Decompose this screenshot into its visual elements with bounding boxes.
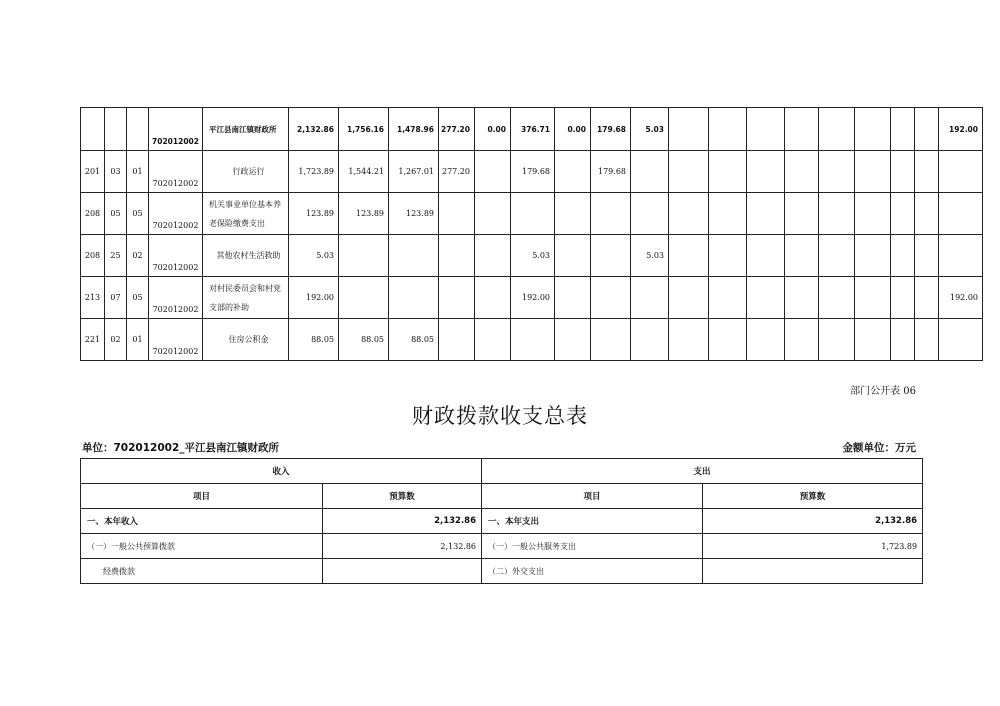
item-code-cell: 01 xyxy=(127,319,149,361)
amount-cell xyxy=(511,193,555,235)
item-name-cell: 行政运行 xyxy=(203,151,289,193)
unit-label: 单位：702012002_平江县南江镇财政所 xyxy=(82,442,280,454)
amount-cell: 5.03 xyxy=(511,235,555,277)
expense-item-cell: （一）一般公共服务支出 xyxy=(482,534,703,559)
amount-cell xyxy=(747,193,785,235)
amount-cell xyxy=(555,151,591,193)
amount-cell: 277.20 xyxy=(439,151,475,193)
table-row xyxy=(81,509,923,534)
amount-cell xyxy=(439,193,475,235)
expense-value-cell: 2,132.86 xyxy=(703,509,923,534)
amount-cell xyxy=(747,108,785,151)
amount-cell xyxy=(631,193,669,235)
class-code-cell: 213 xyxy=(81,277,105,319)
table-row xyxy=(81,193,983,235)
item-code-cell: 02 xyxy=(127,235,149,277)
amount-cell xyxy=(555,235,591,277)
amount-cell xyxy=(747,319,785,361)
item-code-cell: 05 xyxy=(127,193,149,235)
amount-cell xyxy=(475,235,511,277)
item-name-cell: 机关事业单位基本养老保险缴费支出 xyxy=(203,193,289,235)
amount-cell xyxy=(891,235,915,277)
section-code-cell: 02 xyxy=(105,319,127,361)
class-code-cell: 208 xyxy=(81,235,105,277)
amount-cell xyxy=(709,277,747,319)
amount-cell xyxy=(819,319,855,361)
class-code-cell: 208 xyxy=(81,193,105,235)
unit-code-cell: 702012002 xyxy=(149,319,203,361)
expense-item-header: 项目 xyxy=(482,484,703,509)
amount-cell xyxy=(709,319,747,361)
expense-item-cell: 一、本年支出 xyxy=(482,509,703,534)
amount-cell xyxy=(855,151,891,193)
amount-cell xyxy=(785,235,819,277)
amount-cell: 88.05 xyxy=(289,319,339,361)
class-code-cell: 201 xyxy=(81,151,105,193)
amount-cell xyxy=(891,277,915,319)
amount-cell xyxy=(747,235,785,277)
amount-cell: 88.05 xyxy=(339,319,389,361)
section-code-cell: 03 xyxy=(105,151,127,193)
amount-cell xyxy=(669,319,709,361)
amount-cell: 5.03 xyxy=(631,235,669,277)
item-name-cell: 对村民委员会和村党支部的补助 xyxy=(203,277,289,319)
section-code-cell: 25 xyxy=(105,235,127,277)
expense-item-cell: （二）外交支出 xyxy=(482,559,703,584)
amount-cell xyxy=(915,277,939,319)
table-row xyxy=(81,319,983,361)
amount-cell xyxy=(389,235,439,277)
amount-cell: 123.89 xyxy=(289,193,339,235)
amount-cell xyxy=(591,193,631,235)
amount-cell xyxy=(439,277,475,319)
amount-cell: 192.00 xyxy=(939,277,983,319)
amount-cell xyxy=(631,319,669,361)
table-row xyxy=(81,235,983,277)
income-item-cell: 一、本年收入 xyxy=(81,509,323,534)
income-value-cell xyxy=(323,559,482,584)
amount-cell xyxy=(915,235,939,277)
amount-cell xyxy=(591,277,631,319)
page-title: 财政拨款收支总表 xyxy=(412,404,588,428)
amount-cell xyxy=(555,277,591,319)
amount-cell xyxy=(747,151,785,193)
amount-cell xyxy=(855,235,891,277)
amount-cell xyxy=(511,319,555,361)
amount-cell xyxy=(709,193,747,235)
amount-cell xyxy=(939,319,983,361)
amount-unit-label: 金额单位：万元 xyxy=(842,442,916,454)
amount-cell: 88.05 xyxy=(389,319,439,361)
section-code-cell: 05 xyxy=(105,193,127,235)
amount-cell xyxy=(785,151,819,193)
income-item-header: 项目 xyxy=(81,484,323,509)
expense-budget-header: 预算数 xyxy=(703,484,923,509)
amount-cell xyxy=(915,108,939,151)
amount-cell xyxy=(891,319,915,361)
amount-cell: 376.71 xyxy=(511,108,555,151)
income-budget-header: 预算数 xyxy=(323,484,482,509)
expenditure-detail-table xyxy=(80,107,983,361)
amount-cell xyxy=(475,151,511,193)
amount-cell: 179.68 xyxy=(511,151,555,193)
amount-cell xyxy=(555,319,591,361)
item-code-cell xyxy=(127,108,149,151)
unit-code-cell: 702012002 xyxy=(149,235,203,277)
section-code-cell: 07 xyxy=(105,277,127,319)
table-row xyxy=(81,534,923,559)
amount-cell xyxy=(939,151,983,193)
item-name-cell: 其他农村生活救助 xyxy=(203,235,289,277)
unit-code-cell: 702012002 xyxy=(149,151,203,193)
amount-cell: 0.00 xyxy=(555,108,591,151)
amount-cell xyxy=(855,193,891,235)
amount-cell xyxy=(785,277,819,319)
amount-cell xyxy=(669,108,709,151)
amount-cell xyxy=(631,277,669,319)
amount-cell: 179.68 xyxy=(591,108,631,151)
income-item-cell: （一）一般公共预算拨款 xyxy=(81,534,323,559)
amount-cell xyxy=(785,193,819,235)
amount-cell xyxy=(785,319,819,361)
amount-cell: 179.68 xyxy=(591,151,631,193)
amount-cell xyxy=(939,235,983,277)
expense-value-cell: 1,723.89 xyxy=(703,534,923,559)
amount-cell xyxy=(891,193,915,235)
unit-code-cell: 702012002 xyxy=(149,277,203,319)
amount-cell xyxy=(819,108,855,151)
amount-cell xyxy=(389,277,439,319)
expense-value-cell xyxy=(703,559,923,584)
amount-cell: 1,544.21 xyxy=(339,151,389,193)
amount-cell xyxy=(819,193,855,235)
amount-cell: 123.89 xyxy=(389,193,439,235)
amount-cell xyxy=(819,277,855,319)
unit-name-cell: 平江县南江镇财政所 xyxy=(203,108,289,151)
amount-cell xyxy=(669,151,709,193)
amount-cell xyxy=(591,235,631,277)
amount-cell xyxy=(915,151,939,193)
amount-cell xyxy=(915,193,939,235)
unit-code-cell: 702012002 xyxy=(149,108,203,151)
amount-cell xyxy=(855,108,891,151)
income-header: 收入 xyxy=(81,459,482,484)
amount-cell xyxy=(631,151,669,193)
table-row xyxy=(81,559,923,584)
item-name-cell: 住房公积金 xyxy=(203,319,289,361)
amount-cell xyxy=(669,277,709,319)
amount-cell: 192.00 xyxy=(511,277,555,319)
amount-cell: 192.00 xyxy=(289,277,339,319)
table-row xyxy=(81,277,983,319)
income-value-cell: 2,132.86 xyxy=(323,509,482,534)
section-code-cell xyxy=(105,108,127,151)
amount-cell xyxy=(915,319,939,361)
amount-cell: 123.89 xyxy=(339,193,389,235)
expense-header: 支出 xyxy=(482,459,923,484)
income-item-cell: 经费拨款 xyxy=(81,559,323,584)
amount-cell xyxy=(855,277,891,319)
table-row xyxy=(81,108,983,151)
form-number: 部门公开表 06 xyxy=(850,386,916,397)
amount-cell: 5.03 xyxy=(289,235,339,277)
amount-cell xyxy=(339,277,389,319)
amount-cell xyxy=(747,277,785,319)
summary-group-header-row xyxy=(81,459,923,484)
amount-cell xyxy=(475,277,511,319)
amount-cell xyxy=(855,319,891,361)
class-code-cell: 221 xyxy=(81,319,105,361)
item-code-cell: 01 xyxy=(127,151,149,193)
amount-cell xyxy=(709,108,747,151)
amount-cell xyxy=(785,108,819,151)
amount-cell xyxy=(555,193,591,235)
amount-cell: 1,478.96 xyxy=(389,108,439,151)
amount-cell: 1,756.16 xyxy=(339,108,389,151)
fiscal-appropriation-summary-table xyxy=(80,458,923,584)
amount-cell xyxy=(709,235,747,277)
amount-cell xyxy=(339,235,389,277)
amount-cell: 277.20 xyxy=(439,108,475,151)
amount-cell: 1,723.89 xyxy=(289,151,339,193)
amount-cell: 2,132.86 xyxy=(289,108,339,151)
amount-cell xyxy=(891,151,915,193)
unit-code-cell: 702012002 xyxy=(149,193,203,235)
income-value-cell: 2,132.86 xyxy=(323,534,482,559)
amount-cell xyxy=(819,151,855,193)
amount-cell xyxy=(819,235,855,277)
amount-cell xyxy=(591,319,631,361)
amount-cell: 5.03 xyxy=(631,108,669,151)
amount-cell xyxy=(669,235,709,277)
table-row xyxy=(81,151,983,193)
summary-column-header-row xyxy=(81,484,923,509)
amount-cell xyxy=(475,319,511,361)
class-code-cell xyxy=(81,108,105,151)
amount-cell xyxy=(939,193,983,235)
amount-cell: 0.00 xyxy=(475,108,511,151)
item-code-cell: 05 xyxy=(127,277,149,319)
amount-cell xyxy=(439,319,475,361)
amount-cell: 192.00 xyxy=(939,108,983,151)
amount-cell xyxy=(891,108,915,151)
amount-cell xyxy=(669,193,709,235)
amount-cell: 1,267.01 xyxy=(389,151,439,193)
amount-cell xyxy=(475,193,511,235)
amount-cell xyxy=(709,151,747,193)
amount-cell xyxy=(439,235,475,277)
